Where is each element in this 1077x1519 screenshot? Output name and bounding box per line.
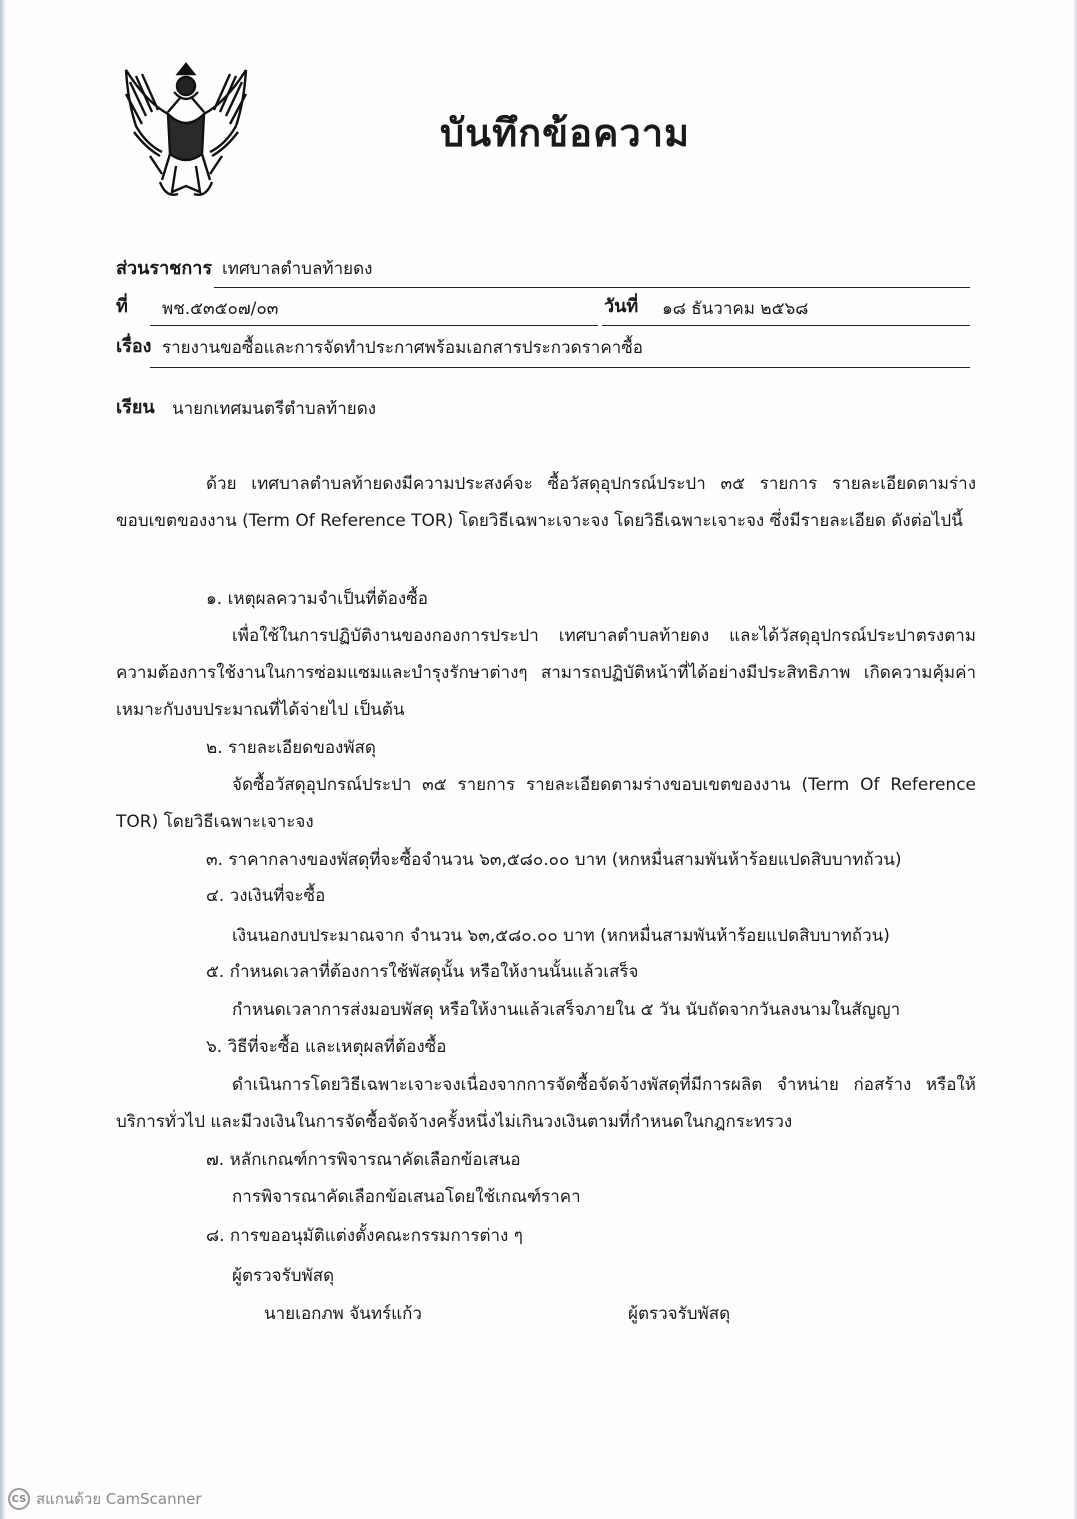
intro-paragraph <box>116 466 976 540</box>
section-5-heading: ๕. กำหนดเวลาที่ต้องการใช้พัสดุนั้น หรือให้งานนั้นแล้วเสร็จ <box>206 962 639 982</box>
subject-label: เรื่อง <box>116 336 152 357</box>
ref-rule <box>150 325 598 326</box>
inspector-role: ผู้ตรวจรับพัสดุ <box>628 1304 731 1324</box>
memo-title: บันทึกข้อความ <box>440 111 691 155</box>
section-1-paragraph <box>116 618 976 729</box>
department-label: ส่วนราชการ <box>116 258 213 279</box>
section-1-heading: ๑. เหตุผลความจำเป็นที่ต้องซื้อ <box>206 589 428 609</box>
section-2-text: จัดซื้อวัสดุอุปกรณ์ประปา ๓๕ รายการ รายละเอียดตามร่างขอบเขตของงาน (Term Of Reference TOR) โดยวิธีเฉพาะเจาะจง <box>116 775 976 832</box>
section-3-heading: ๓. ราคากลางของพัสดุที่จะซื้อจำนวน ๖๓,๕๘๐.๐๐ บาท (หกหมื่นสามพันห้าร้อยแปดสิบบาทถ้วน) <box>206 850 902 870</box>
section-6-paragraph <box>116 1067 976 1141</box>
date-label: วันที่ <box>604 296 639 317</box>
section-4-heading: ๔. วงเงินที่จะซื้อ <box>206 886 326 906</box>
intro-text: ด้วย เทศบาลตำบลท้ายดงมีความประสงค์จะ ซื้อวัสดุอุปกรณ์ประปา ๓๕ รายการ รายละเอียดตามร่างขอบเขตของงาน (Term Of Reference TOR) โดยวิธีเฉพาะเจาะจง โดยวิธีเฉพาะเจาะจง ซึ่งมีรายละเอียด ดังต่อไปนี้ <box>116 474 976 531</box>
subject-rule <box>150 367 970 368</box>
section-1-text: เพื่อใช้ในการปฏิบัติงานของกองการประปา เทศบาลตำบลท้ายดง และได้วัสดุอุปกรณ์ประปาตรงตามความต้องการใช้งานในการซ่อมแซมและบำรุงรักษาต่างๆ สามารถปฏิบัติหน้าที่ได้อย่างมีประสิทธิภาพ เกิดความคุ้มค่าเหมาะกับงบประมาณที่ได้จ่ายไป เป็นต้น <box>116 626 976 720</box>
section-2-heading: ๒. รายละเอียดของพัสดุ <box>206 738 376 758</box>
to-value: นายกเทศมนตรีตำบลท้ายดง <box>172 399 377 419</box>
ref-value: พช.๕๓๕๐๗/๐๓ <box>162 299 279 319</box>
section-2-paragraph <box>116 767 976 841</box>
date-rule <box>602 325 970 326</box>
section-6-heading: ๖. วิธีที่จะซื้อ และเหตุผลที่ต้องซื้อ <box>206 1037 447 1057</box>
date-value: ๑๘ ธันวาคม ๒๕๖๘ <box>662 299 809 319</box>
inspector-name: นายเอกภพ จันทร์แก้ว <box>264 1304 422 1324</box>
department-value: เทศบาลตำบลท้ายดง <box>222 259 373 279</box>
camscanner-watermark <box>8 1486 202 1512</box>
camscanner-logo-icon: CS <box>8 1488 30 1510</box>
subject-value: รายงานขอซื้อและการจัดทำประกาศพร้อมเอกสารประกวดราคาซื้อ <box>162 338 643 358</box>
section-4-text: เงินนอกงบประมาณจาก จำนวน ๖๓,๕๘๐.๐๐ บาท (หกหมื่นสามพันห้าร้อยแปดสิบบาทถ้วน) <box>232 926 890 946</box>
section-6-text: ดำเนินการโดยวิธีเฉพาะเจาะจงเนื่องจากการจัดซื้อจัดจ้างพัสดุที่มีการผลิต จำหน่าย ก่อสร้าง หรือให้บริการทั่วไป และมีวงเงินในการจัดซื้อจัดจ้างครั้งหนึ่งไม่เกินวงเงินตามที่กำหนดในกฎกระทรวง <box>116 1075 976 1132</box>
section-8-sub: ผู้ตรวจรับพัสดุ <box>232 1266 335 1286</box>
scan-edge-right <box>1073 0 1077 1519</box>
garuda-emblem-icon <box>116 62 256 206</box>
section-7-text: การพิจารณาคัดเลือกข้อเสนอโดยใช้เกณฑ์ราคา <box>232 1187 581 1207</box>
department-rule <box>214 287 970 288</box>
section-8-heading: ๘. การขออนุมัติแต่งตั้งคณะกรรมการต่าง ๆ <box>206 1226 523 1246</box>
ref-label: ที่ <box>116 296 128 317</box>
section-5-text: กำหนดเวลาการส่งมอบพัสดุ หรือให้งานแล้วเสร็จภายใน ๕ วัน นับถัดจากวันลงนามในสัญญา <box>232 1000 901 1020</box>
camscanner-label: สแกนด้วย CamScanner <box>36 1490 202 1508</box>
section-7-heading: ๗. หลักเกณฑ์การพิจารณาคัดเลือกข้อเสนอ <box>206 1150 521 1170</box>
scan-edge-left <box>0 0 6 1519</box>
to-label: เรียน <box>116 397 155 418</box>
